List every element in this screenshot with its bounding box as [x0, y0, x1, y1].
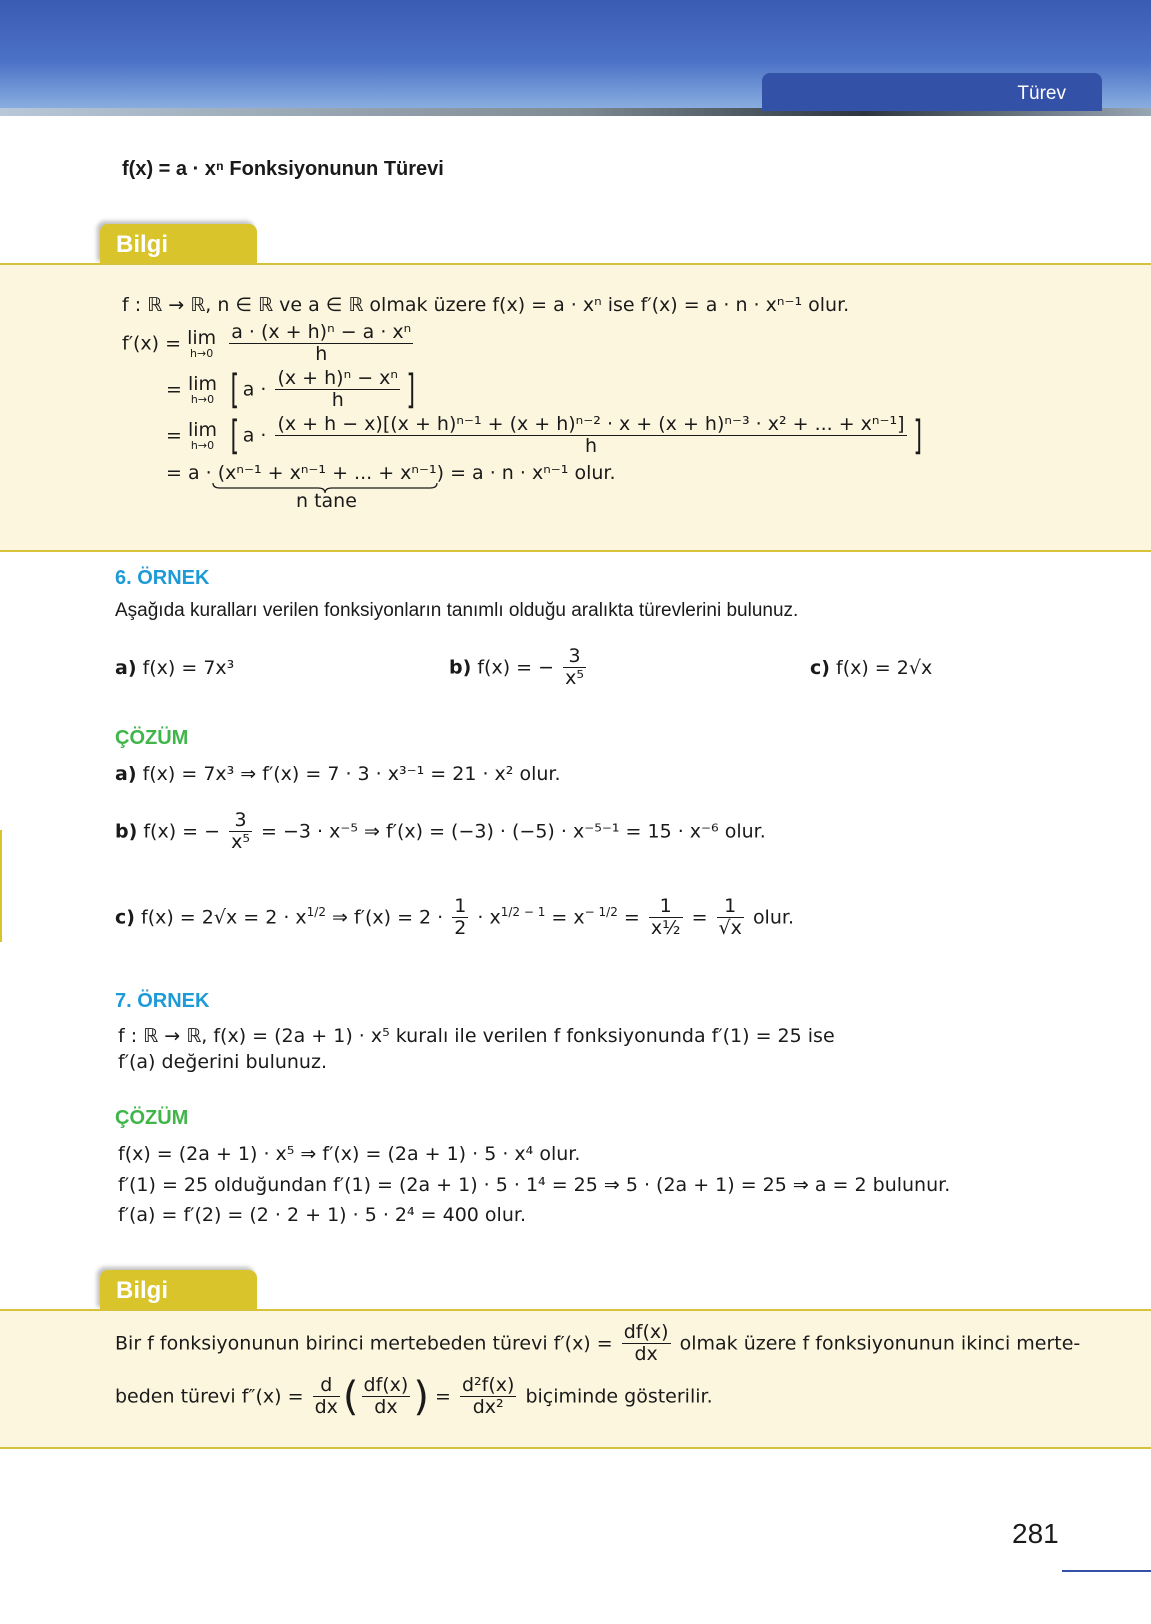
- fraction: $\frac{3}{\text{x⁵}}$: [231, 809, 250, 853]
- expression: f(x) = 2√x: [836, 657, 933, 679]
- expression: f(x) = 7x³ ⇒ f′(x) = 7 · 3 · x³⁻¹ = 21 · x² olur.: [142, 763, 561, 785]
- example-7-line2: f′(a) değerini bulunuz.: [118, 1051, 327, 1073]
- solution-7-title: ÇÖZÜM: [115, 1107, 189, 1129]
- a-coef: a ·: [242, 424, 267, 447]
- bilgi1-step3: [166, 414, 925, 458]
- text: Bir f fonksiyonunun birinci mertebeden türevi f′(x) =: [115, 1332, 613, 1355]
- equals: =: [166, 424, 182, 447]
- ex6-part-c: [810, 657, 932, 679]
- sol6-part-b: [115, 810, 766, 854]
- expression: f(x) = 7x³: [142, 657, 235, 679]
- right-bracket: ]: [913, 412, 922, 459]
- fraction: $\frac{3}{\text{x⁵}}$: [565, 645, 584, 689]
- exponent: − 1/2: [584, 905, 618, 920]
- a-coef: a ·: [242, 378, 267, 401]
- part-label: b): [449, 656, 472, 679]
- exponent: 1/2: [306, 905, 326, 920]
- brace-label: n tane: [296, 490, 357, 512]
- step1-left: f′(x) =: [122, 332, 182, 355]
- left-bracket: [: [230, 366, 240, 413]
- example-7-line1: f : ℝ → ℝ, f(x) = (2a + 1) · x⁵ kuralı ile verilen f fonksiyonunda f′(1) = 25 ise: [118, 1025, 835, 1047]
- fraction: $\frac{1}{√x}$: [718, 895, 742, 939]
- expression: f(x) = 2√x = 2 · x: [141, 906, 307, 929]
- exponent: 1/2 − 1: [500, 905, 546, 920]
- limit-symbol: lim h→0: [187, 372, 218, 406]
- bilgi2-line1: [115, 1322, 1080, 1366]
- bilgi1-step1: [122, 322, 416, 366]
- bilgi2-line2: [115, 1374, 713, 1420]
- part-label: c): [810, 657, 830, 679]
- expression: =: [623, 906, 640, 929]
- part-label: a): [115, 657, 137, 679]
- solution-7-line2: f′(1) = 25 olduğundan f′(1) = (2a + 1) · 5 · 1⁴ = 25 ⇒ 5 · (2a + 1) = 25 ⇒ a = 2 bulunur.: [118, 1174, 951, 1196]
- solution-6-title: ÇÖZÜM: [115, 727, 189, 749]
- fraction: $\frac{\text{d²f(x)}}{\text{dx²}}$: [461, 1374, 515, 1419]
- bilgi1-line1: f : ℝ → ℝ, n ∈ ℝ ve a ∈ ℝ olmak üzere f(x) = a · xⁿ ise f′(x) = a · n · xⁿ⁻¹ olur.: [122, 294, 850, 316]
- example-6-question: Aşağıda kuralları verilen fonksiyonların tanımlı olduğu aralıkta türevlerini bulunuz.: [115, 600, 799, 621]
- fraction: $\frac{1}{2}$: [454, 895, 467, 939]
- section-title: f(x) = a · xⁿ Fonksiyonunun Türevi: [122, 158, 444, 180]
- right-bracket: ]: [406, 366, 416, 413]
- part-label: a): [115, 763, 137, 785]
- step1-fraction: $\frac{\text{a · (x + h)ⁿ − a · xⁿ}}{h}$: [231, 321, 412, 365]
- step3-fraction: (x + h − x)[(x + h)ⁿ⁻¹ + (x + h)ⁿ⁻² · x + (x + h)ⁿ⁻³ · x² + ... + xⁿ⁻¹] h: [277, 413, 905, 457]
- ex6-part-b: [449, 646, 589, 690]
- solution-7-line1: f(x) = (2a + 1) · x⁵ ⇒ f′(x) = (2a + 1) · 5 · x⁴ olur.: [118, 1143, 581, 1165]
- expression: =: [691, 906, 708, 929]
- example-7-title: 7. ÖRNEK: [115, 990, 210, 1012]
- limit-symbol: lim h→0: [187, 326, 217, 360]
- fraction: $\frac{df(x)}{dx}$: [363, 1374, 409, 1419]
- bilgi1-step4: = a · (xⁿ⁻¹ + xⁿ⁻¹ + ... + xⁿ⁻¹) = a · n · xⁿ⁻¹ olur.: [166, 462, 616, 484]
- bilgi1-step2: [166, 368, 419, 412]
- margin-marker: [0, 830, 2, 942]
- sol6-part-c: [115, 896, 794, 940]
- expression: ⇒ f′(x) = 2 ·: [332, 906, 444, 929]
- left-bracket: [: [230, 412, 240, 459]
- ex6-part-a: [115, 657, 234, 679]
- text: olmak üzere f fonksiyonunun ikinci merte-: [679, 1332, 1081, 1355]
- limit-symbol: lim h→0: [187, 418, 218, 452]
- text: biçiminde gösterilir.: [525, 1385, 713, 1408]
- step2-fraction: $\frac{\text{(x + h)ⁿ − xⁿ}}{h}$: [277, 367, 398, 411]
- page-number: 281: [1012, 1518, 1059, 1549]
- sol6-part-a: [115, 763, 561, 785]
- expression: = x: [551, 906, 585, 929]
- expression: f(x) = −: [143, 820, 221, 843]
- solution-7-line3: f′(a) = f′(2) = (2 · 2 + 1) · 5 · 2⁴ = 400 olur.: [118, 1204, 526, 1226]
- expression: = −3 · x⁻⁵ ⇒ f′(x) = (−3) · (−5) · x⁻⁵⁻¹ = 15 · x⁻⁶ olur.: [261, 820, 766, 843]
- page-number-rule: [1062, 1570, 1151, 1572]
- right-paren: ): [413, 1374, 429, 1420]
- fraction: $\frac{d}{dx}$: [314, 1374, 338, 1419]
- section-tab: Türev: [762, 73, 1102, 111]
- part-label: b): [115, 820, 138, 843]
- example-6-title: 6. ÖRNEK: [115, 567, 210, 589]
- expression: olur.: [752, 906, 794, 929]
- fraction: $\frac{1}{\text{x½}}$: [650, 895, 681, 939]
- equals: =: [435, 1385, 451, 1408]
- left-paren: (: [342, 1374, 359, 1420]
- equals: =: [166, 378, 182, 401]
- part-label: c): [115, 906, 135, 929]
- bilgi-label: Bilgi: [100, 224, 257, 264]
- expression: f(x) = −: [477, 656, 555, 679]
- text: beden türevi f″(x) =: [115, 1385, 304, 1408]
- expression: · x: [477, 906, 501, 929]
- bilgi-label: Bilgi: [100, 1270, 257, 1310]
- fraction: $\frac{df(x)}{dx}$: [623, 1321, 669, 1365]
